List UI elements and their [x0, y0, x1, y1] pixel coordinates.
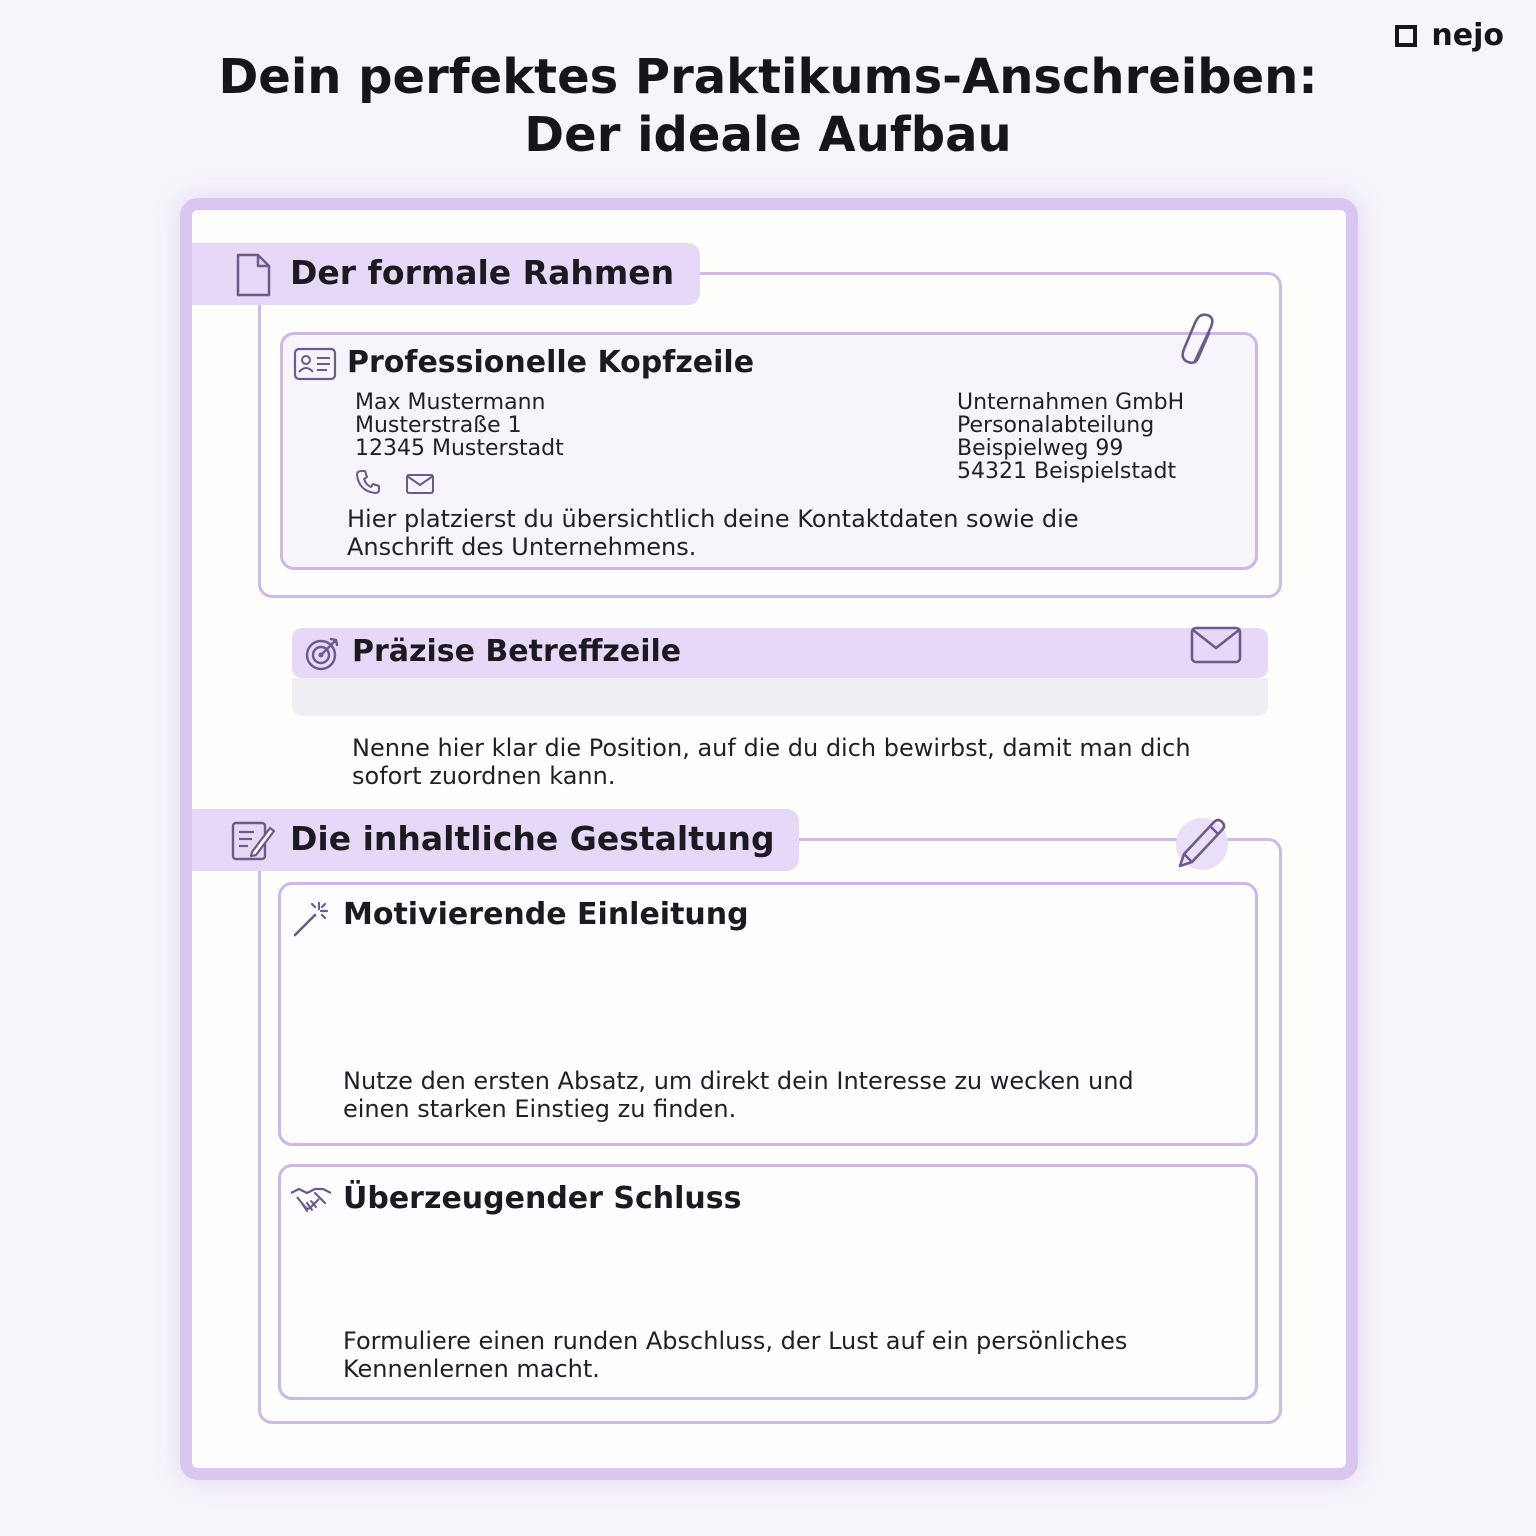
handshake-icon: [289, 1183, 333, 1217]
target-icon: [304, 636, 340, 672]
header-block: [280, 332, 1258, 570]
subject-block-title: Präzise Betreffzeile: [352, 634, 682, 669]
recipient-line: 54321 Beispielstadt: [957, 459, 1177, 484]
mail-icon: [405, 473, 435, 495]
subject-block-underlay: [292, 678, 1268, 716]
recipient-line: Unternahmen GmbH: [957, 390, 1185, 415]
sender-line: 12345 Musterstadt: [355, 436, 564, 461]
intro-block-description: Nutze den ersten Absatz, um direkt dein Interesse zu wecken und einen starken Einstieg zu finden.: [343, 1067, 1134, 1123]
square-logo-icon: [1395, 25, 1417, 47]
pen-icon: [1172, 814, 1232, 874]
phone-icon: [355, 469, 381, 495]
closing-block: [278, 1164, 1258, 1400]
intro-block: [278, 882, 1258, 1146]
edit-note-icon: [230, 818, 276, 864]
page-title-line-1: Dein perfektes Praktikums-Anschreiben:: [218, 49, 1318, 105]
closing-block-title: Überzeugender Schluss: [343, 1181, 742, 1216]
recipient-line: Beispielweg 99: [957, 436, 1124, 461]
contact-card-icon: [293, 347, 337, 381]
intro-block-title: Motivierende Einleitung: [343, 897, 749, 932]
page-title: [0, 48, 1536, 164]
document-icon: [234, 252, 272, 298]
paperclip-icon: [1181, 313, 1221, 371]
sender-address: [355, 391, 564, 460]
page-title-line-2: Der ideale Aufbau: [524, 107, 1012, 163]
header-block-title: Professionelle Kopfzeile: [347, 345, 755, 380]
envelope-icon: [1190, 626, 1242, 664]
recipient-line: Personalabteilung: [957, 413, 1155, 438]
subject-block-description: Nenne hier klar die Position, auf die du dich bewirbst, damit man dich sofort zuordnen kann.: [352, 734, 1191, 790]
magic-wand-icon: [291, 899, 331, 939]
section-2-header: [192, 809, 799, 871]
infographic-card: [180, 198, 1358, 1480]
sender-line: Musterstraße 1: [355, 413, 522, 438]
section-1-title: Der formale Rahmen: [290, 253, 675, 292]
recipient-address: [957, 391, 1184, 483]
sender-line: Max Mustermann: [355, 390, 546, 415]
section-2-title: Die inhaltliche Gestaltung: [290, 819, 775, 858]
header-block-description: Hier platzierst du übersichtlich deine Kontaktdaten sowie die Anschrift des Unternehmens.: [347, 505, 1079, 561]
section-1-header: [192, 243, 700, 305]
brand-name: nejo: [1431, 18, 1504, 53]
closing-block-description: Formuliere einen runden Abschluss, der Lust auf ein persönliches Kennenlernen macht.: [343, 1327, 1128, 1383]
